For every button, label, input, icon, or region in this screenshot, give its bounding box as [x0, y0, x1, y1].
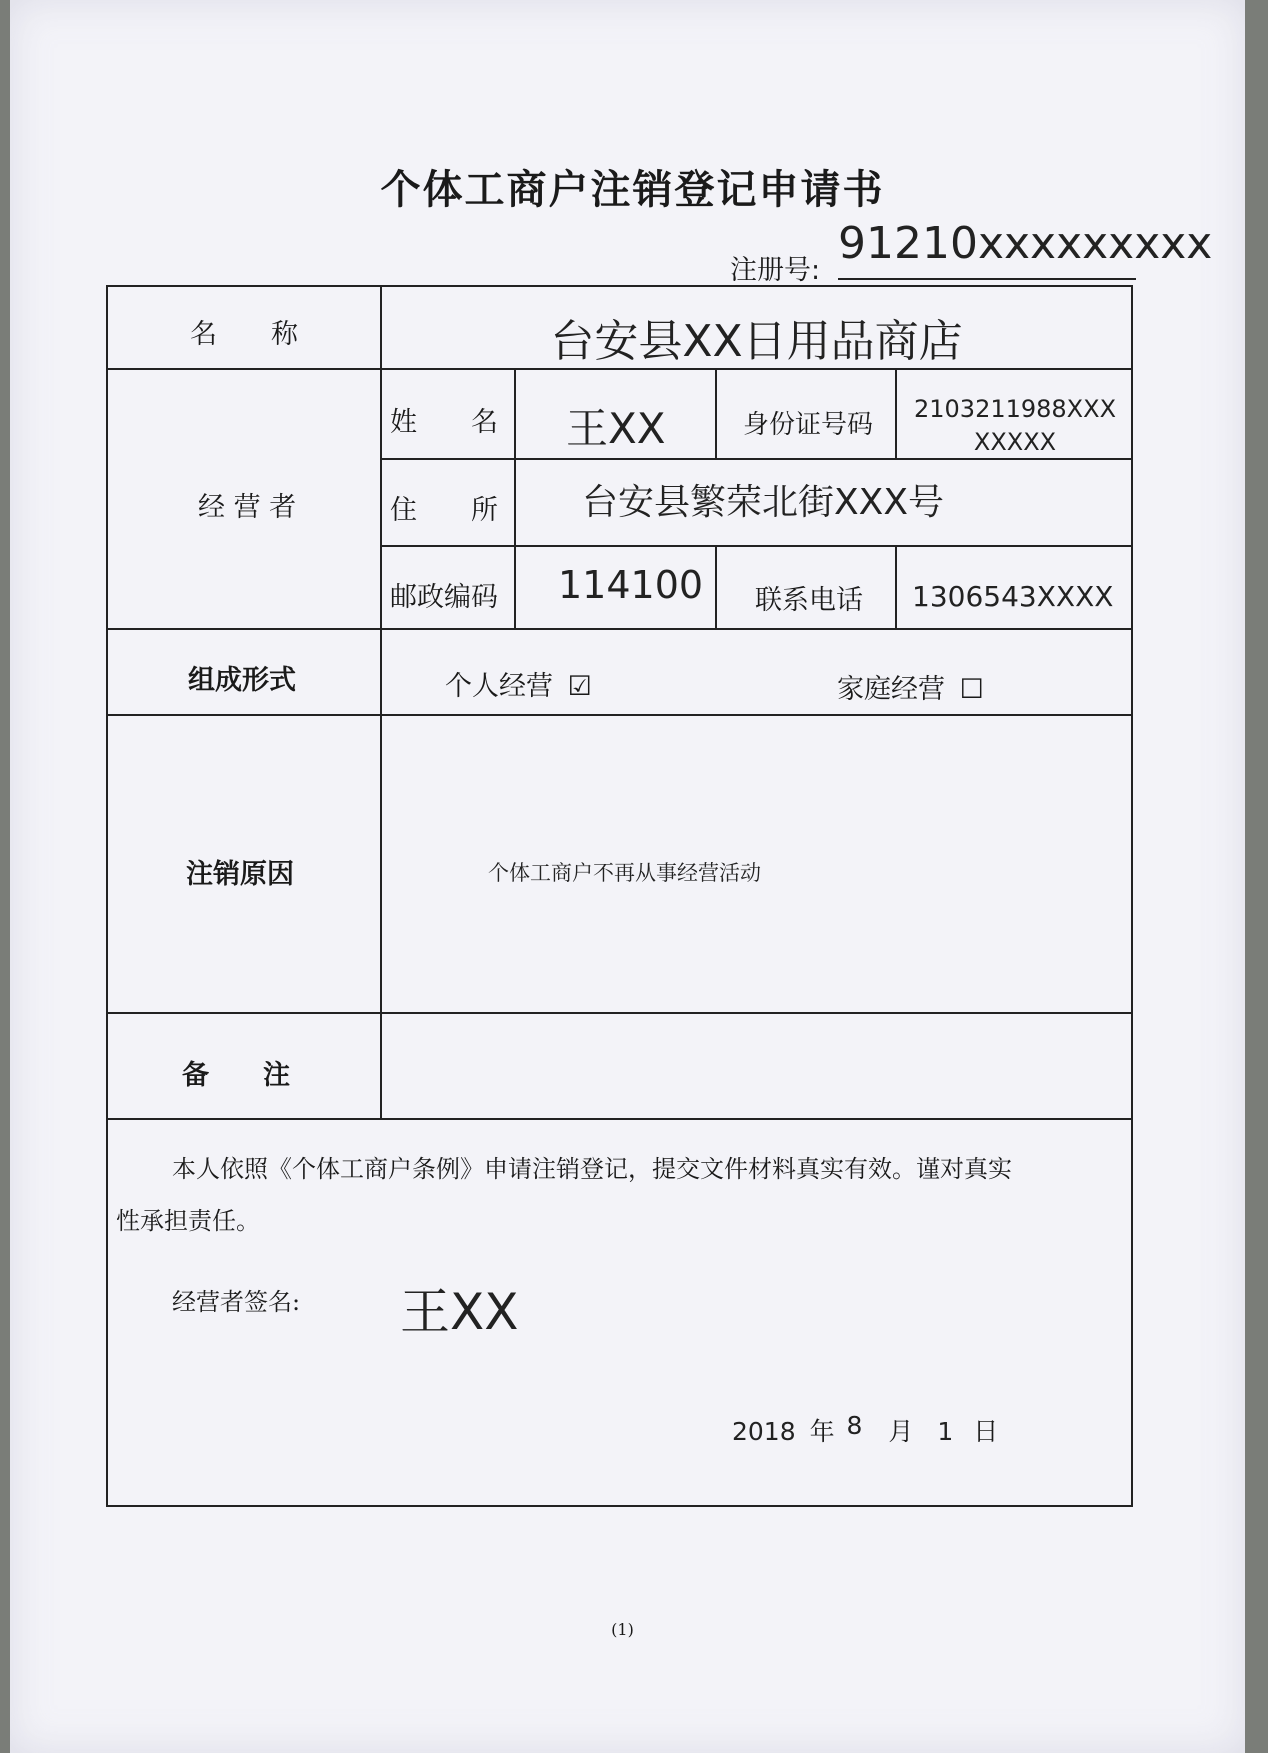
phone-value: 1306543XXXX — [912, 580, 1114, 613]
operator-signature: 王XX — [400, 1283, 519, 1341]
option-family-label: 家庭经营 — [837, 674, 945, 705]
column-divider — [895, 545, 897, 628]
application-date — [732, 1412, 998, 1448]
phone-label: 联系电话 — [755, 585, 863, 616]
date-year-unit: 年 — [809, 1417, 835, 1446]
column-divider — [715, 545, 717, 628]
date-month-unit: 月 — [888, 1417, 914, 1446]
document-title: 个体工商户注销登记申请书 — [380, 166, 885, 213]
composition-label: 组成形式 — [188, 665, 296, 696]
id-number-line-1: 2103211988XXX — [913, 395, 1117, 423]
row-divider — [106, 1118, 1133, 1120]
row-divider — [380, 545, 1133, 547]
option-individual — [445, 664, 592, 703]
checked-box-icon: ☑ — [567, 671, 592, 702]
declaration-line-1: 本人依照《个体工商户条例》申请注销登记，提交文件材料真实有效。谨对真实 — [172, 1155, 1012, 1183]
postcode-label: 邮政编码 — [390, 582, 498, 613]
address-label: 住 所 — [390, 495, 498, 526]
unchecked-box-icon: ☐ — [959, 674, 984, 705]
signature-label: 经营者签名: — [172, 1288, 301, 1316]
reason-label: 注销原因 — [186, 859, 294, 890]
name-label: 名 称 — [190, 319, 298, 350]
document-page — [10, 0, 1245, 1753]
registration-label: 注册号: — [730, 255, 821, 286]
id-number-value — [897, 393, 1133, 459]
date-year: 2018 — [732, 1417, 796, 1446]
form-table — [106, 285, 1133, 1507]
reason-value: 个体工商户不再从事经营活动 — [488, 861, 761, 885]
option-individual-label: 个人经营 — [445, 671, 553, 702]
operator-label: 经 营 者 — [198, 492, 297, 523]
page-number: (1) — [611, 1620, 634, 1639]
id-number-label: 身份证号码 — [743, 410, 874, 440]
declaration-line-2: 性承担责任。 — [116, 1207, 260, 1235]
option-family — [837, 667, 984, 706]
column-divider — [715, 368, 717, 458]
column-divider — [380, 285, 382, 1118]
id-number-line-2: XXXXX — [973, 428, 1057, 456]
declaration-text — [116, 1143, 1126, 1247]
column-divider — [514, 368, 516, 628]
registration-number: 91210xxxxxxxxx — [838, 218, 1213, 269]
date-month: 8 — [846, 1411, 863, 1440]
date-day: 1 — [937, 1417, 954, 1446]
row-divider — [106, 1012, 1133, 1014]
row-divider — [106, 628, 1133, 630]
remarks-label: 备 注 — [182, 1060, 290, 1091]
surname-label: 姓 名 — [390, 407, 498, 438]
operator-name: 王XX — [566, 404, 666, 453]
address-value: 台安县繁荣北街XXX号 — [582, 482, 944, 523]
postcode-value: 114100 — [558, 563, 704, 607]
row-divider — [106, 714, 1133, 716]
business-name: 台安县XX日用品商店 — [550, 316, 963, 367]
registration-underline — [838, 278, 1136, 280]
date-day-unit: 日 — [973, 1417, 999, 1446]
